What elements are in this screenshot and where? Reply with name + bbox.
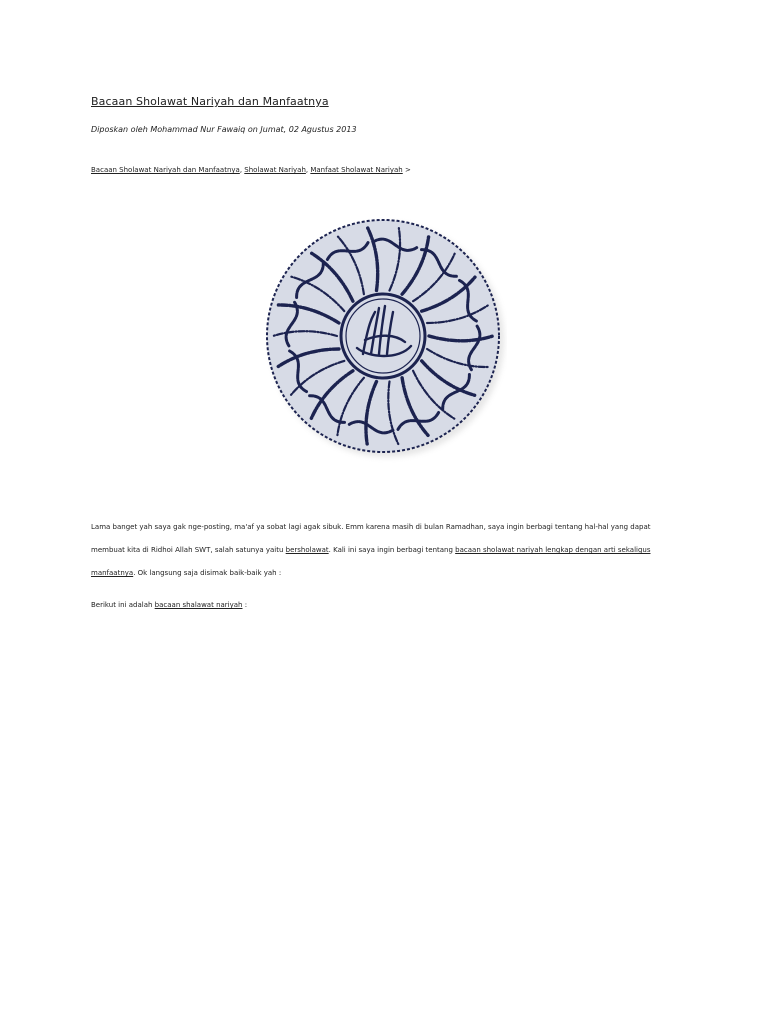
- intro-text-3: . Ok langsung saja disimak baik-baik yah :: [133, 569, 282, 577]
- post-byline: Diposkan oleh Mohammad Nur Fawaiq on Jumat, 02 Agustus 2013: [91, 125, 357, 134]
- tag-separator: ,: [305, 166, 311, 174]
- followup-text-2: :: [242, 601, 248, 609]
- link-bacaan-shalawat-nariyah[interactable]: bacaan shalawat nariyah: [154, 601, 243, 609]
- link-bacaan-lengkap[interactable]: bacaan sholawat nariyah lengkap dengan arti sekaligus manfaatnya: [91, 546, 651, 577]
- tag-link-manfaat[interactable]: Manfaat Sholawat Nariyah: [310, 166, 403, 174]
- tag-separator: ,: [239, 166, 245, 174]
- calligraphy-emblem-image: [259, 208, 507, 464]
- followup-text-1: Berikut ini adalah: [91, 601, 155, 609]
- intro-text-1: Lama banget yah saya gak nge-posting, ma'af ya sobat lagi agak sibuk. Emm karena masih di bulan Ramadhan, saya ingin berbagi tentang hal-hal yang dapat membuat kita di Ridhoi Allah SWT, salah satunya yaitu: [91, 523, 651, 554]
- tags-suffix: >: [402, 166, 411, 174]
- calligraphy-emblem-svg: [259, 208, 507, 464]
- tag-link-bacaan[interactable]: Bacaan Sholawat Nariyah dan Manfaatnya: [91, 166, 240, 174]
- post-tags: [91, 166, 411, 174]
- tag-link-sholawat[interactable]: Sholawat Nariyah: [244, 166, 306, 174]
- post-title-link[interactable]: Bacaan Sholawat Nariyah dan Manfaatnya: [91, 95, 329, 108]
- followup-paragraph: [91, 601, 247, 609]
- post-title[interactable]: [91, 95, 329, 108]
- intro-text-2: . Kali ini saya ingin berbagi tentang: [328, 546, 456, 554]
- intro-paragraph: [91, 516, 681, 585]
- link-bersholawat[interactable]: bersholawat: [285, 546, 329, 554]
